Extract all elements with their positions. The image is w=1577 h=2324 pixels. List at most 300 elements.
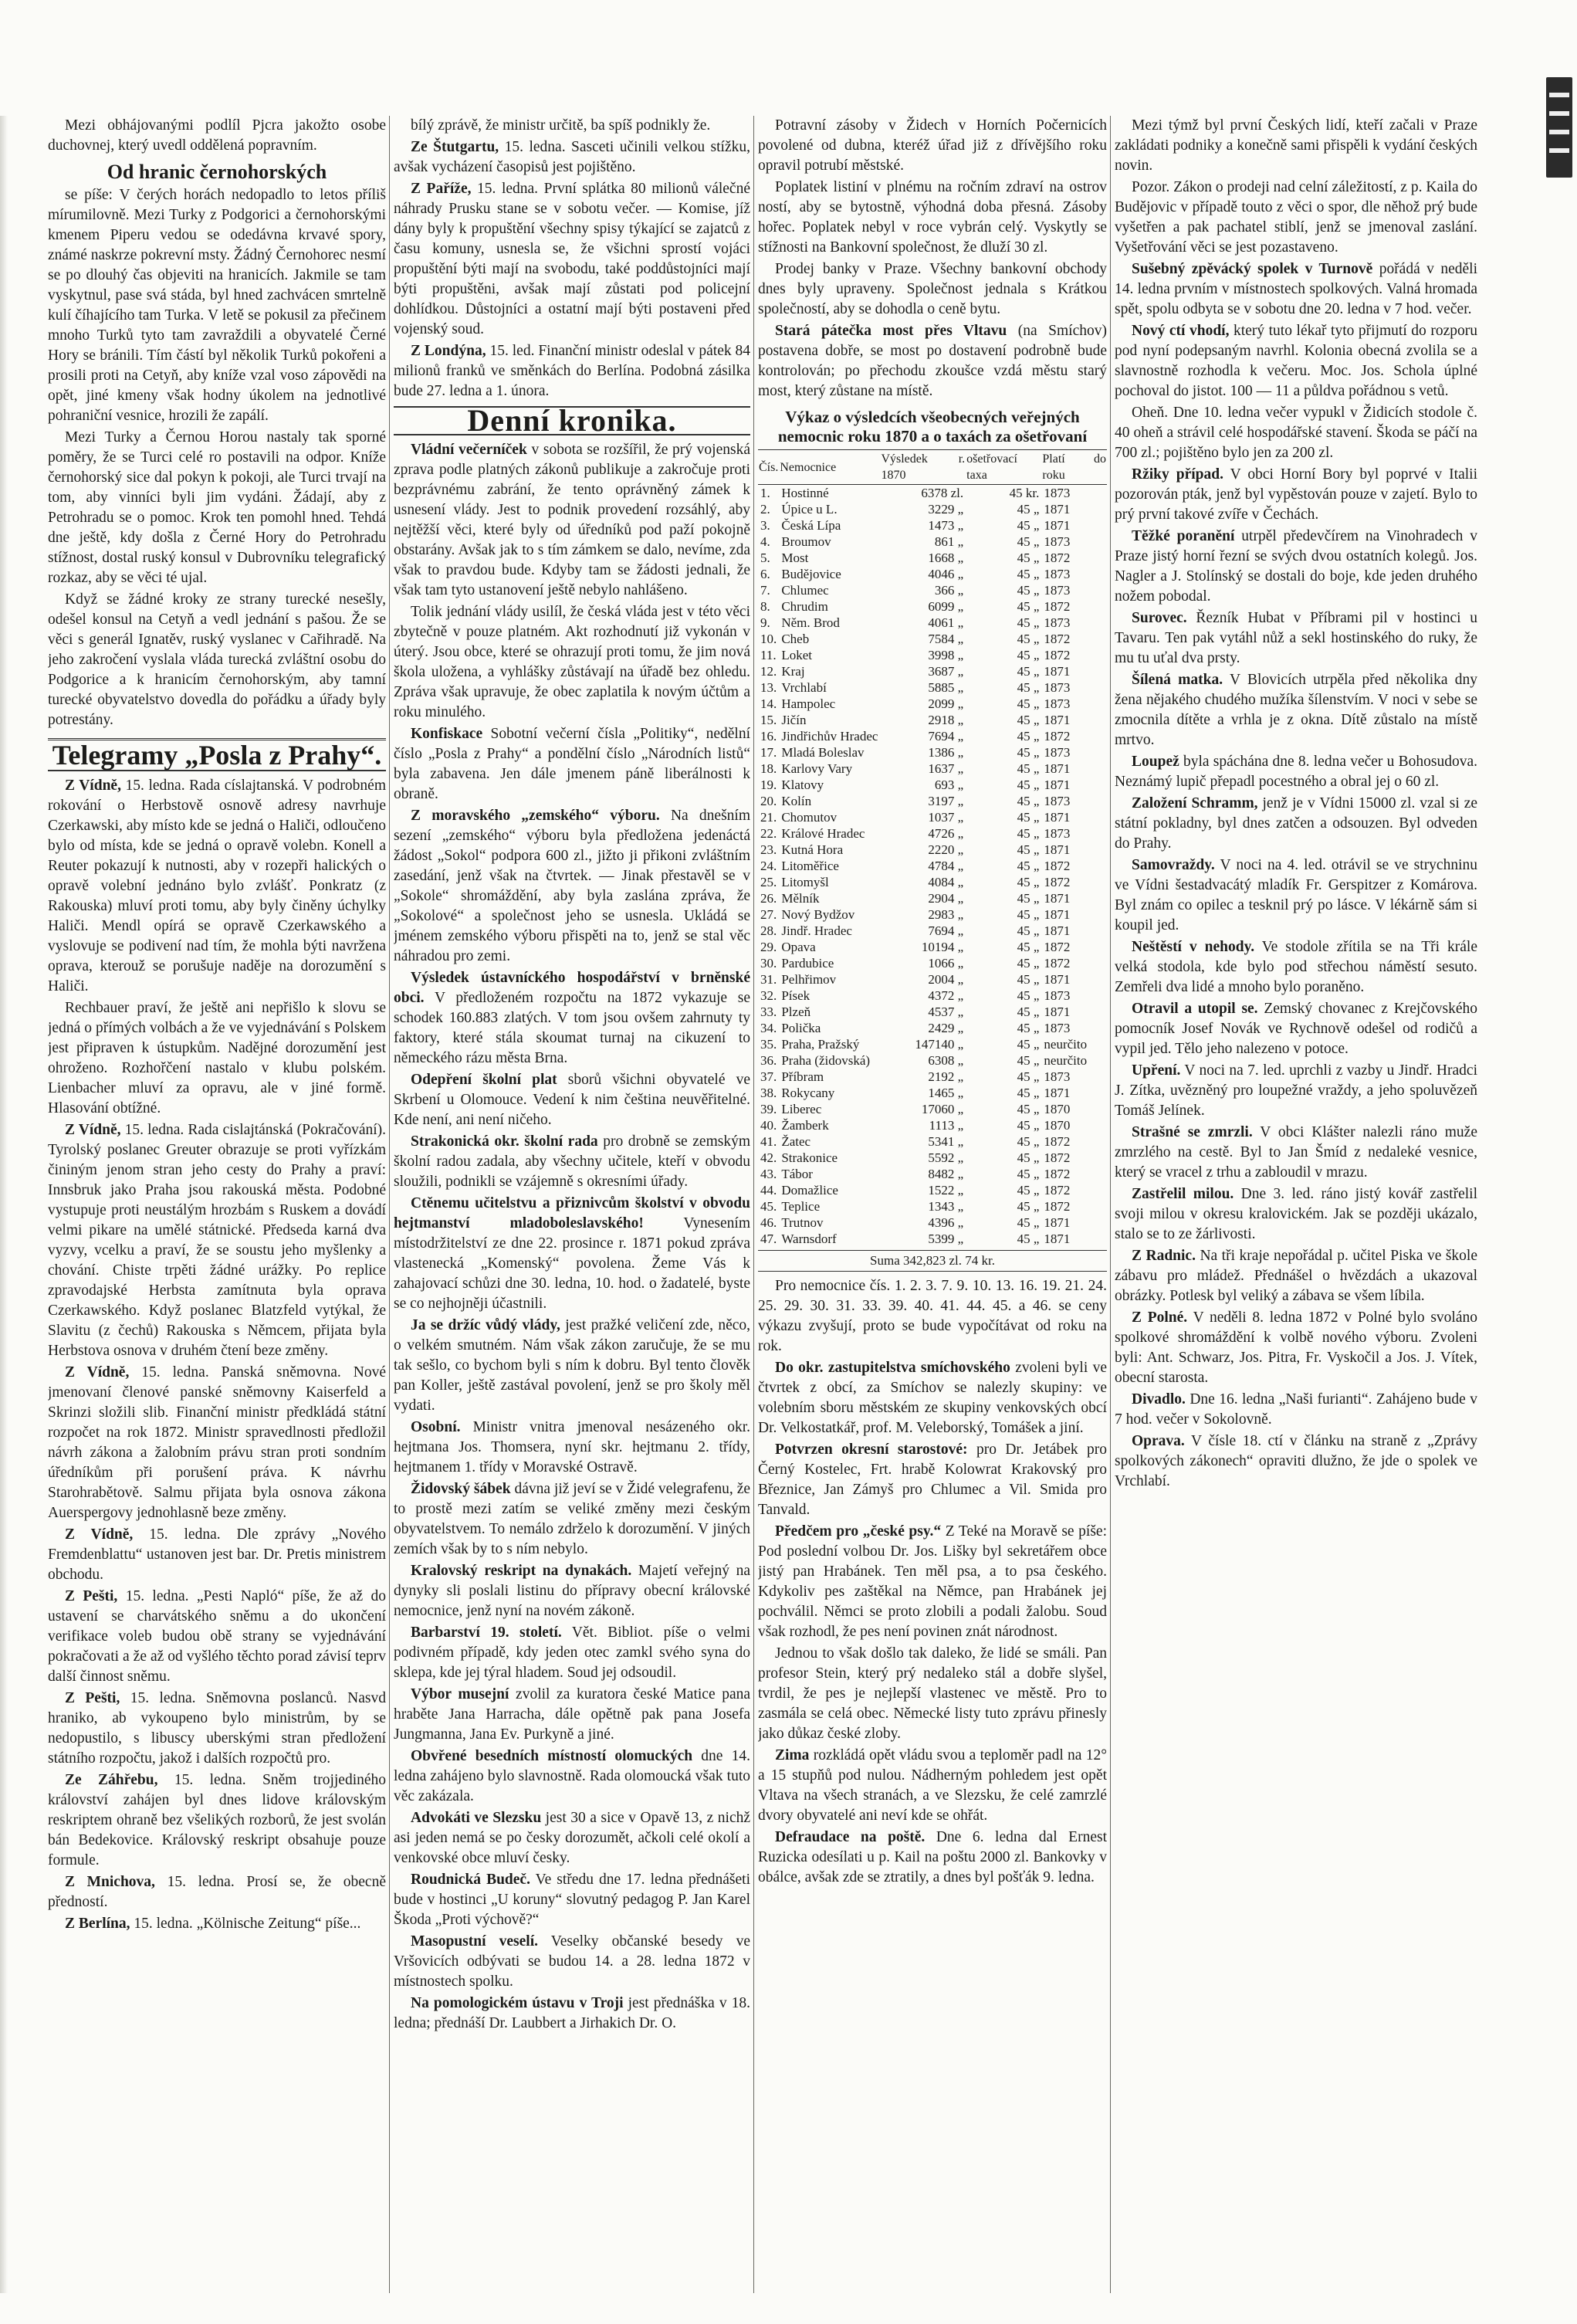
column-rule xyxy=(1110,116,1111,2293)
paragraph: Poplatek listiní v plnému na ročním zdraví na ostrov ností, aby se bytostně, výhodná doba přesná. Zásoby hořec. Poplatek nebyl v roce vybrán celý. Vyskytly se stížnosti na Bankovní společnost, že dluží 30 zl. xyxy=(758,179,1107,256)
table-cell: 10. xyxy=(760,632,777,646)
table-cell: 2004 „ xyxy=(928,972,964,987)
dateline: Z Berlína, xyxy=(65,1916,130,1932)
news-item xyxy=(1115,1061,1477,1121)
news-text: V čísle 18. ctí v článku na straně z „Zprávy spolkových zákonech“ opraviti dlužno, že jde o spolek ve Vrchlabí. xyxy=(1115,1433,1477,1489)
news-text: utrpěl předevčírem na Vinohradech v Praze jistý horní řezní se svých dvou ostatních kolegů. Jos. Nagler a J. Stolínský se dostali do boje, kde jeden druhého nožem pobodal. xyxy=(1115,528,1477,605)
news-item xyxy=(1115,670,1477,750)
news-text: Dne 16. ledna „Naši furianti“. Zahájeno bude v 7 hod. večer v Sokolovně. xyxy=(1115,1391,1477,1428)
news-heading: Barbarství 19. století. xyxy=(411,1624,562,1641)
table-cell: 1873 xyxy=(1044,1021,1071,1035)
table-row xyxy=(758,1166,1107,1182)
table-cell: 1473 „ xyxy=(928,518,964,533)
table-cell: 45 „ xyxy=(1017,972,1040,987)
telegram-text: 15. ledna. Dle zprávy „Nového Fremdenblattu“ ustanoven jest bar. Dr. Pretis ministrem obchodu. xyxy=(48,1526,386,1583)
dateline: Z Vídně, xyxy=(65,777,121,794)
table-cell: Polička xyxy=(781,1021,821,1035)
table-header-cell: Výsledek r. 1870 xyxy=(880,450,966,485)
table-cell: 45 „ xyxy=(1017,842,1040,857)
table-cell: 45 „ xyxy=(1017,534,1040,549)
news-item xyxy=(394,1316,750,1416)
news-item xyxy=(394,1746,750,1807)
table-row xyxy=(758,485,1107,502)
table-cell: 29. xyxy=(760,940,777,954)
news-heading: Sušebný zpěvácký spolek v Turnově xyxy=(1132,261,1373,277)
table-cell: Loket xyxy=(781,648,812,662)
column-4 xyxy=(1115,116,1477,2293)
table-cell: Jindřichův Hradec xyxy=(781,729,878,744)
table-cell: 45 „ xyxy=(1017,1069,1040,1084)
table-cell: Cheb xyxy=(781,632,810,646)
column-rule xyxy=(753,116,754,2293)
table-cell: Pelhřimov xyxy=(781,972,837,987)
table-cell: 3687 „ xyxy=(928,664,964,679)
news-heading: Odepření školní plat xyxy=(411,1072,557,1088)
table-cell: 18. xyxy=(760,761,777,776)
table-row xyxy=(758,1133,1107,1150)
telegram-text: 15. ledna. „Kölnische Zeitung“ píše... xyxy=(134,1916,361,1932)
news-text: Na dnešním sezení „zemského“ výboru byla předložena jedenáctá žádost „Sokol“ podpora 600 zl., jižto ji přikoni zvláštním zasedání, jenž však na čtvrtek. — Jinak přestavěl se v „Sokole“ shromáždění, aby byla zaslána zpráva, že „Sokolové“ a společnost jeho se usnesla. Ukládá se jménem zemského výboru přispěti na to, jenž se stal věc náhradou pro zemi. xyxy=(394,808,750,964)
table-cell: 24. xyxy=(760,859,777,873)
news-heading: Defraudace na poště. xyxy=(775,1829,926,1845)
news-heading: Obvřené besedních místností olomuckých xyxy=(411,1748,693,1764)
table-cell: 1873 xyxy=(1044,745,1071,760)
table-cell: 1870 xyxy=(1044,1118,1071,1133)
table-row xyxy=(758,793,1107,809)
news-text: rozkládá opět vládu svou a teploměr padl na 12° a 15 stupňů pod nulou. Nádherným pohledem jest opět Vltava na všech stranách, a ve Slezsku, že celé zamrzlé dvory obyvatelé ani neví kde se ohřát. xyxy=(758,1747,1107,1824)
table-cell: 1872 xyxy=(1044,956,1071,971)
telegram-text: 15. led. Finanční ministr odeslal v pátek 84 milionů franků ve směnkách do Berlína. Podobná zásilka bude 27. ledna a 1. února. xyxy=(394,343,750,399)
table-cell: 45 „ xyxy=(1017,1021,1040,1035)
news-text: v sobota se rozšířil, že prý vojenská zprava podle platných zákonů publikuje a zakročuje proti bezprávnému zabrání, že tento oprávněný zámek k usnesení vlády. Jest to podnik provedení rozsáhlý, aby nejtěžší věci, které byly od úředníků pod paží pokojně obstarány. Avšak jak to s tím zámkem se dalo, nevíme, zda však to pravdou bude. Kdyby tam se žádosti jednali, že však tam tyto ustanovení ještě nebylo nahlášeno. xyxy=(394,442,750,598)
paragraph: Tolik jednání vlády usilíl, že česká vláda jest v této věci zbytečně v pouze platném. Akt rozhodnutí již vykonán v úterý. Jsou obce, které se ohrazují proti tomu, že jim nová škola uložena, a vyhlášky zůstávají na úřadě bez ohledu. Zpráva však upravuje, že obec zaplatila k novým účtům a roku minulého. xyxy=(394,604,750,720)
dateline: Z Paříže, xyxy=(411,181,472,197)
table-cell: Domažlice xyxy=(781,1183,838,1198)
table-cell: 4. xyxy=(760,534,770,549)
table-cell: 17. xyxy=(760,745,777,760)
news-heading: Upření. xyxy=(1132,1062,1181,1079)
table-cell: Pardubice xyxy=(781,956,834,971)
paragraph: Mezi týmž byl první Českých lidí, kteří začali v Praze zakládati podniky a konečně sami přispěli k vydání českých novin. xyxy=(1115,117,1477,174)
table-cell: 45 „ xyxy=(1017,599,1040,614)
table-header-row xyxy=(758,450,1107,485)
table-cell: Nový Bydžov xyxy=(781,907,855,922)
table-row xyxy=(758,566,1107,582)
news-text: Z Teké na Moravě se píše: Pod poslední volbou Dr. Jos. Lišky byl sekretářem obce jistý pan Hrabánek. Ten měl psa, a to psa českého. Kdykoliv pes zaštěkal na Němce, pan Hrabánek jej pochválil. Němci se proto zlobili a podali žalobu. Soud však rozhodl, že pes není povinen znát národnost. xyxy=(758,1523,1107,1640)
news-item xyxy=(394,1932,750,1992)
column-1 xyxy=(48,116,386,2293)
news-item xyxy=(758,1358,1107,1438)
news-item xyxy=(1115,752,1477,792)
table-cell: Most xyxy=(781,551,809,565)
news-text: byla spáchána dne 8. ledna večer u Bohosudova. Neznámý lupič přepadl pocestného a obral jej o 60 zl. xyxy=(1115,754,1477,790)
news-heading: Konfiskace xyxy=(411,726,483,742)
table-cell: Mladá Boleslav xyxy=(781,745,865,760)
telegram-item xyxy=(48,1689,386,1769)
table-cell: 44. xyxy=(760,1183,777,1198)
table-row xyxy=(758,728,1107,744)
table-header-cell: Platí do roku xyxy=(1041,450,1107,485)
news-item xyxy=(1115,794,1477,854)
table-cell: 45 „ xyxy=(1017,810,1040,825)
table-row xyxy=(758,744,1107,761)
dateline: Z Vídně, xyxy=(65,1122,121,1138)
news-text: V neděli 8. ledna 1872 v Polné bylo svoláno spolkové shromáždění k volbě nového výboru. Zvoleni byli: Ant. Schwarz, Jos. Pitra, Fr. Vyskočil a Jos. J. Vítek, obecní starosta. xyxy=(1115,1309,1477,1386)
table-cell: 1872 xyxy=(1044,1167,1071,1181)
table-cell: Králové Hradec xyxy=(781,826,865,841)
table-cell: 3229 „ xyxy=(928,502,964,517)
column-3 xyxy=(758,116,1107,2293)
news-item xyxy=(1115,465,1477,525)
table-cell: Hostinné xyxy=(781,486,829,500)
news-heading: Surovec. xyxy=(1132,610,1187,626)
news-heading: Masopustní veselí. xyxy=(411,1933,539,1950)
table-cell: Karlovy Vary xyxy=(781,761,853,776)
table-cell: 1873 xyxy=(1044,988,1071,1003)
table-cell: Tábor xyxy=(781,1167,813,1181)
paragraph: Mezi obhájovanými podlíl Pjcra jakožto osobe duchovnej, který uvedl oddělená popravním. xyxy=(48,117,386,154)
news-text: zvoleni byli ve čtvrtek z obcí, za Smíchov se nalezly skupiny: ve volebním sboru městském ze skupiny venkovských obcí Dr. Velkostatkář, prof. M. Veleborský, Tomášek a jiní. xyxy=(758,1360,1107,1436)
news-text: V noci na 7. led. uprchli z vazby u Jindř. Hradci J. Zítka, uvězněný pro loupežné vraždy, a jeho spoluvězeň Tomáš Jelínek. xyxy=(1115,1062,1477,1119)
news-heading: Výbor musejní xyxy=(411,1686,509,1702)
table-cell: 10194 „ xyxy=(921,940,964,954)
news-heading: Osobní. xyxy=(411,1419,461,1435)
table-cell: Opava xyxy=(781,940,816,954)
table-cell: 11. xyxy=(760,648,777,662)
telegram-item xyxy=(48,1587,386,1687)
table-cell: Jindř. Hradec xyxy=(781,923,852,938)
news-text: V Blovicích utrpěla před několika dny žena nějakého chudého mužíka šílenstvím. V noci v sebe se zmocnila dítěte a vrhla je z okna. Dítě zůstalo na místě mrtvo. xyxy=(1115,672,1477,748)
news-text: Sobotní večerní čísla „Politiky“, nedělní číslo „Posla z Prahy“ a pondělní číslo „Národních listů“ byla zabavena. Jen dále jmenem páně liberálnosti k obraně. xyxy=(394,726,750,802)
news-heading: Zastřelil milou. xyxy=(1132,1186,1234,1202)
dateline: Z Pešti, xyxy=(65,1690,120,1706)
table-cell: 6308 „ xyxy=(928,1053,964,1068)
news-text: který tuto lékař tyto přijmutí do rozporu pod nyní podepsaným navrhl. Kolonia obecná zvolila se a slavnostně rozhodla k večeru. Moc. Jos. Schola úplné pochoval do jistot. 100 — 11 a půldva pořádnou s vetů. xyxy=(1115,323,1477,399)
paragraph: se píše: V čerých horách nedopadlo to letos příliš mírumilovně. Mezi Turky z Podgorici a černohorskými kmenem Piperu vedou se odedávna krvavé spory, známé naskrze pokrevní msty. Žádný Černohorec nesmí se po dlouhý čas objeviti na hranicích. Jakmile se tam vyskytnul, pase svá stáda, byl hned zachvácen smrtelně kulí číhajícího tam Turka. V letě se pokusil za přečinem mnoho Turků tyto tam zavraždili a obyvatelé Černé Hory se bránili. Tím částí byl několik Turků pokořeni a prosili proti na Cetyň, aby kníže vzal voso zápovědi na opět, jiné kmeny však hodny úkolem na jednotlivé pohraniční vesnice, hrozili že zapálí. xyxy=(48,187,386,424)
telegram-item xyxy=(48,776,386,997)
news-item xyxy=(1115,999,1477,1059)
table-cell: 5592 „ xyxy=(928,1150,964,1165)
news-item xyxy=(758,321,1107,401)
news-heading: Strašné se zmrzli. xyxy=(1132,1124,1253,1140)
table-cell: 1871 xyxy=(1044,907,1071,922)
table-cell: 40. xyxy=(760,1118,777,1133)
news-item xyxy=(758,1440,1107,1520)
news-text: jest 30 a sice v Opavě 13, z nichž asi jeden nemá se po česky dorozumět, ačkoli celé okolí a venkovské obce mluví česky. xyxy=(394,1810,750,1866)
table-row xyxy=(758,1020,1107,1036)
news-item xyxy=(394,1994,750,2034)
table-cell: 4061 „ xyxy=(928,615,964,630)
table-cell: 1872 xyxy=(1044,1199,1071,1214)
table-cell: 45 „ xyxy=(1017,518,1040,533)
telegram-item xyxy=(48,1363,386,1523)
news-item xyxy=(1115,1390,1477,1430)
table-cell: 26. xyxy=(760,891,777,906)
paragraph: Prodej banky v Praze. Všechny bankovní obchody dnes byly upraveny. Společnost jednala s Krátkou společností, aby se dohodla o ceně bytu. xyxy=(758,261,1107,317)
news-heading: Vládní večerníček xyxy=(411,442,527,458)
column-rule xyxy=(389,116,390,2293)
table-row xyxy=(758,1085,1107,1101)
news-heading: Ctěnemu učitelstvu a přiznivcům školství v obvodu hejtmanství mladoboleslavského! xyxy=(394,1195,750,1231)
table-cell: 7584 „ xyxy=(928,632,964,646)
table-header-cell: Nemocnice xyxy=(779,450,880,485)
paragraph: Potravní zásoby v Židech v Horních Počernicích povolené od dubna, kteréž úřad již z dřívějšího roku opravil potrubí městské. xyxy=(758,117,1107,174)
table-cell: 30. xyxy=(760,956,777,971)
telegram-text: 15. ledna. Sasceti učinili velkou stížku, avšak vycházení časopisů jest pojištěno. xyxy=(394,139,750,175)
news-heading: Založení Schramm, xyxy=(1132,795,1258,811)
news-text: jenž je v Vídni 15000 zl. vzal si ze státní pokladny, byl dnes zatčen a odsouzen. Byl odveden do Prahy. xyxy=(1115,795,1477,852)
telegram-text: 15. ledna. Prosí se, že obecně předností. xyxy=(48,1874,386,1910)
news-text: Veselky občanské besedy ve Vršovicích odbývati se budou 14. a 28. ledna 1872 v místnostech spolku. xyxy=(394,1933,750,1990)
table-cell: Kraj xyxy=(781,664,805,679)
table-cell: 45 „ xyxy=(1017,583,1040,598)
table-cell: 45 kr. xyxy=(1009,486,1040,500)
table-cell: 45 „ xyxy=(1017,648,1040,662)
table-cell: 45 „ xyxy=(1017,1037,1040,1052)
news-text: Dne 3. led. ráno jistý kovář zastřelil svoji milou v okresu kralovickém. Jak se později ukázalo, stalo se to ze žárlivosti. xyxy=(1115,1186,1477,1242)
table-cell: 1873 xyxy=(1044,794,1071,808)
telegram-text: 15. ledna. První splátka 80 milionů válečné náhrady Prusku stane se v sobotu večer. — Komise, jíž dány byly k propuštění všechny spisy týkající se zajatců z času komuny, usnesla se, že všichni sprostí vojáci propuštění býti mají na svobodu, také poddůstojníci mají býti propuštěni, avšak mají zůstati pod policejní dohlídkou. Důstojníci a ostatní mají býti postaveni před vojenský soud. xyxy=(394,181,750,337)
table-cell: 43. xyxy=(760,1167,777,1181)
table-cell: 1872 xyxy=(1044,875,1071,889)
table-cell: 38. xyxy=(760,1086,777,1100)
table-cell: 45 „ xyxy=(1017,1231,1040,1246)
article-heading: Od hranic černohorských xyxy=(107,161,327,183)
table-row xyxy=(758,1101,1107,1117)
table-cell: 45 „ xyxy=(1017,729,1040,744)
table-cell: 2. xyxy=(760,502,770,517)
table-cell: 1871 xyxy=(1044,502,1071,517)
table-cell: 45 „ xyxy=(1017,923,1040,938)
table-cell: 45 „ xyxy=(1017,1053,1040,1068)
table-row xyxy=(758,1069,1107,1085)
table-row xyxy=(758,647,1107,663)
table-cell: Chomutov xyxy=(781,810,838,825)
table-cell: 45 „ xyxy=(1017,826,1040,841)
table-cell: Klatovy xyxy=(781,777,824,792)
news-item xyxy=(394,1132,750,1192)
telegram-item xyxy=(394,137,750,178)
news-heading: Divadlo. xyxy=(1132,1391,1186,1408)
news-text: sborů všichni obyvatelé ve Skrbení u Olomouce. Vedení k nim čeština neuvěřitelné. Kde není, ani není ničeho. xyxy=(394,1072,750,1128)
news-text: pro drobně se zemským školní radou zadala, aby všechny učitele, kteří v obvodu sloužili, podnikli se vzájemně s okresními úřady. xyxy=(394,1133,750,1190)
table-cell: 6. xyxy=(760,567,770,581)
table-cell: 4372 „ xyxy=(928,988,964,1003)
table-row xyxy=(758,809,1107,825)
table-cell: 8482 „ xyxy=(928,1167,964,1181)
news-text: Ve stodole zřítila se na Tři krále velká stodola, kde bylo pod střechou náměstí sesuto. Zemřeli dva lidé a mnoho bylo poraněno. xyxy=(1115,939,1477,995)
table-cell: 31. xyxy=(760,972,777,987)
table-cell: 1872 xyxy=(1044,632,1071,646)
news-heading: Samovraždy. xyxy=(1132,857,1215,873)
news-text: jest pražké veličení zde, něco, o velkém smutném. Nám však zákon zaručuje, že se mu tak sešlo, co bychom byli s ním k dobru. Byl tento člověk pan Koller, ještě zastával povolení, jenž se pro školy měl vydati. xyxy=(394,1317,750,1414)
news-item xyxy=(1115,855,1477,936)
table-cell: 5885 „ xyxy=(928,680,964,695)
table-cell: 1873 xyxy=(1044,680,1071,695)
binding-tape xyxy=(1546,77,1572,178)
news-heading: Z moravského „zemského“ výboru. xyxy=(411,808,660,824)
news-item xyxy=(394,1623,750,1683)
table-row xyxy=(758,696,1107,712)
table-cell: 1873 xyxy=(1044,567,1071,581)
table-cell: 3998 „ xyxy=(928,648,964,662)
news-heading: Neštěstí v nehody. xyxy=(1132,939,1255,955)
news-item xyxy=(394,968,750,1069)
table-cell: 47. xyxy=(760,1231,777,1246)
table-cell: 1. xyxy=(760,486,770,500)
telegram-section-title: Telegramy „Posla z Prahy“. xyxy=(48,738,386,771)
news-text: Ministr vnitra jmenoval nesázeného okr. hejtmana Jos. Thomsera, nyní skr. hejtmanu 2. třídy, hejtmanem 1. třídy v Moravské Ostravě. xyxy=(394,1419,750,1475)
section-title: Denní kronika. xyxy=(394,406,750,435)
table-row xyxy=(758,598,1107,615)
table-cell: 35. xyxy=(760,1037,777,1052)
telegram-item xyxy=(48,1120,386,1361)
table-cell: 45 „ xyxy=(1017,1004,1040,1019)
news-heading: Na pomologickém ústavu v Troji xyxy=(411,1995,624,2011)
table-row xyxy=(758,501,1107,517)
table-cell: 1872 xyxy=(1044,729,1071,744)
table-cell: 2429 „ xyxy=(928,1021,964,1035)
news-heading: Strakonická okr. školní rada xyxy=(411,1133,598,1150)
paragraph: Jednou to však došlo tak daleko, že lidé se smáli. Pan profesor Stein, který prý nedaleko stál a dobře slyšel, tvrdil, že pes je nejlepší vlastenec ve městě. Pro to zasmála se celá obec. Německé listy tuto zprávu přinesly jako důkaz české zloby. xyxy=(758,1645,1107,1742)
table-cell: 45 „ xyxy=(1017,1199,1040,1214)
news-text: (na Smíchov) postavena dobře, se most po dostavení podrobně bude kontrolován; po přechodu zkoušce vzdá městu starý most, který zůstane na místě. xyxy=(758,323,1107,399)
table-cell: 1871 xyxy=(1044,891,1071,906)
table-cell: 16. xyxy=(760,729,777,744)
table-row xyxy=(758,1052,1107,1069)
dateline: Z Pešti, xyxy=(65,1588,118,1604)
news-item xyxy=(394,806,750,967)
table-cell: 45 „ xyxy=(1017,1150,1040,1165)
dateline: Z Polné. xyxy=(1132,1309,1188,1326)
table-cell: 2918 „ xyxy=(928,713,964,727)
news-heading: Oprava. xyxy=(1132,1433,1185,1449)
paragraph: Rechbauer praví, že ještě ani nepřišlo k slovu se jedná o přímých volbách a že ve vyjednávání s Polskem jest připraven k ústupkům. Nadějné dorozumění jest ohroženo. Rozhořčení nastalo v klubu polském. Lienbacher mluví za opravu, ale v jiné formě. Hlasování obtížné. xyxy=(48,1000,386,1116)
table-cell: 1873 xyxy=(1044,486,1071,500)
table-cell: Hampolec xyxy=(781,696,836,711)
table-cell: 7694 „ xyxy=(928,923,964,938)
table-cell: Něm. Brod xyxy=(781,615,840,630)
table-cell: 5. xyxy=(760,551,770,565)
table-cell: 45 „ xyxy=(1017,1183,1040,1198)
table-cell: 1066 „ xyxy=(928,956,964,971)
news-heading: Šílená matka. xyxy=(1132,672,1223,688)
table-cell: 1871 xyxy=(1044,713,1071,727)
table-cell: 45 „ xyxy=(1017,956,1040,971)
table-cell: 23. xyxy=(760,842,777,857)
news-heading: Zima xyxy=(775,1747,810,1763)
news-item xyxy=(1115,1431,1477,1492)
table-cell: 366 „ xyxy=(934,583,964,598)
table-cell: 4396 „ xyxy=(928,1215,964,1230)
table-cell: 45 „ xyxy=(1017,1134,1040,1149)
news-heading: Těžké poranění xyxy=(1132,528,1235,544)
table-cell: Úpice u L. xyxy=(781,502,838,517)
table-row xyxy=(758,825,1107,842)
telegram-item xyxy=(394,179,750,340)
table-cell: 1872 xyxy=(1044,551,1071,565)
table-cell: Příbram xyxy=(781,1069,824,1084)
table-cell: 1522 „ xyxy=(928,1183,964,1198)
table-row xyxy=(758,939,1107,955)
table-cell: 45 „ xyxy=(1017,713,1040,727)
table-cell: 2983 „ xyxy=(928,907,964,922)
table-cell: 1873 xyxy=(1044,696,1071,711)
paragraph: Když se žádné kroky ze strany turecké nesešly, odešel konsul na Cetyň a vedl jednání s pašou. Že se věci s generál Ignatěv, ruský vyslanec v Cařihradě. Na jeho zakročení vyslala vláda turecká zvláštní osobu do Podgorice a k hranicím černohorským, aby tamní turecké obyvatelstvo dovedla do pořádku a úřady byly potrestány. xyxy=(48,591,386,728)
table-cell: 1870 xyxy=(1044,1102,1071,1116)
table-row xyxy=(758,663,1107,679)
news-heading: Stará pátečka most přes Vltavu xyxy=(775,323,1007,339)
table-cell: 1343 „ xyxy=(928,1199,964,1214)
table-cell: 1871 xyxy=(1044,810,1071,825)
news-text: V obci Klášter nalezli ráno muže zmrzlého na cestě. Byl to Jan Šmíd z nedaleké vesnice, který se vracel z trhu a zabloudil v mrazu. xyxy=(1115,1124,1477,1181)
table-row xyxy=(758,777,1107,793)
news-item xyxy=(1115,937,1477,998)
table-cell: Žatec xyxy=(781,1134,811,1149)
news-text: Zemský chovanec z Krejčovského pomocník Josef Novák ve Rychnově odešel od rodičů a vypil jed. Tělo jeho nalezeno v potoce. xyxy=(1115,1001,1477,1057)
telegram-text: 15. ledna. Rada císlajtanská. V podrobném rokování o Herbstově osnově adresy navrhuje Czerkawski, aby místo kde se jedná o Haliči, odloučeno bylo od místa, kde se jedná o opravě volebn. Konell a Reuter pokazují k nutnosti, aby v rozepři halických o opravě volební jednáno bylo zvlášť. Ponkratz (z Rakouska) mluví proti tomu, aby byly činěny úchylky Haliči. Mendl opírá se opravě Czerkawského a vyslovuje se podivení nad tím, že mohla býti navržena oprava, kterouž se porušuje naděje na dorozumění s Haliči. xyxy=(48,777,386,994)
table-row xyxy=(758,679,1107,696)
dateline: Z Vídně, xyxy=(65,1526,134,1543)
table-cell: 5341 „ xyxy=(928,1134,964,1149)
news-text: zvolil za kuratora české Matice pana hraběte Jana Harracha, dále opětně pak pana Josefa Jungmanna, Jana Ev. Purkyně a jiné. xyxy=(394,1686,750,1743)
table-cell: 28. xyxy=(760,923,777,938)
table-row xyxy=(758,988,1107,1004)
news-text: Vynesením místodržitelství ze dne 22. prosince r. 1871 pokud zpráva vlastenecká „Komenský“ povolena. Žeme Vás k zahajovací schůzi dne 30. ledna, 10. hod. o žadatelé, byste se co nejhojněji účastnili. xyxy=(394,1215,750,1312)
dateline: Z Londýna, xyxy=(411,343,486,359)
dateline: Z Vídně, xyxy=(65,1364,130,1381)
dateline: Ze Záhřebu, xyxy=(65,1772,158,1788)
table-cell: 1873 xyxy=(1044,826,1071,841)
table-cell: 45 „ xyxy=(1017,664,1040,679)
table-cell: 22. xyxy=(760,826,777,841)
table-cell: 45 „ xyxy=(1017,567,1040,581)
table-cell: 1668 „ xyxy=(928,551,964,565)
table-row xyxy=(758,712,1107,728)
telegram-text: 15. ledna. Rada cislajtánská (Pokračování). Tyrolský poslanec Greuter obrazuje se proti vyřízkám čininým jenom stran jeho cesty do Prahy a praví: Innsbruk jako Praha jsou rakouská města. Podobné vystupuje proti neustálým hrozbám s Ruskem a dovádí velmi pikare na umělé státnické. Předseda karná dva vyzvy, vcelku a praví, že se soustu jeho myšlenky a chování. Chiste trpěti žádné urážky. Po replice zpravodajské Herbsta zamítnuta byla oprava Czerkawského. Když poslanec Blatzfeld vytýkal, že Slavitu (z čechů) Rakouska s Němcem, přijata byla Herbstova osnova v druhém čtení beze změny. xyxy=(48,1122,386,1359)
table-cell: Teplice xyxy=(781,1199,821,1214)
news-item xyxy=(1115,1123,1477,1183)
table-cell: 45 „ xyxy=(1017,1118,1040,1133)
table-cell: 14. xyxy=(760,696,777,711)
table-cell: 1872 xyxy=(1044,1150,1071,1165)
table-cell: Kolín xyxy=(781,794,812,808)
table-cell: 45 „ xyxy=(1017,794,1040,808)
news-heading: Židovský šábek xyxy=(411,1481,511,1497)
paragraph: Pro nemocnice čís. 1. 2. 3. 7. 9. 10. 13. 16. 19. 21. 24. 25. 29. 30. 31. 33. 39. 40. 41. 44. 45. a 46. se ceny výkazu zvyšují, proto se bude vypočítávat od roku na rok. xyxy=(758,1278,1107,1354)
table-cell: Strakonice xyxy=(781,1150,838,1165)
news-text: V obci Horní Bory byl poprvé v Italii pozorován pták, jenž byl vypěstován pouze v zajetí. Bylo to prý první takové zvíře v Čechách. xyxy=(1115,466,1477,523)
news-heading: Potvrzen okresní starostové: xyxy=(775,1441,968,1458)
table-cell: 7. xyxy=(760,583,770,598)
table-cell: 1872 xyxy=(1044,940,1071,954)
telegram-text: 15. ledna. Panská sněmovna. Nové jmenovaní členové panské sněmovny Kaiserfeld a Skrinzi složili slib. Finanční ministr předkládá státní rozpočet na rok 1872. Ministr spravedlnosti předložil návrh zákona a žalobním právu stran proti sondním úředníkům při porušení práva. K návrhu Starohrabětově. Salmu přijata byla osnova zákona Auerspergovy jednohlasně beze změny. xyxy=(48,1364,386,1521)
news-text: dne 14. ledna zahájeno bylo slavnostně. Rada olomoucká však tuto věc zakázala. xyxy=(394,1748,750,1804)
news-item xyxy=(1115,608,1477,669)
table-cell: 45 „ xyxy=(1017,745,1040,760)
news-item xyxy=(1115,1184,1477,1245)
news-heading: Nový ctí vhodí, xyxy=(1132,323,1230,339)
news-heading: Výsledek ústavníckého hospodářství v brněnské obci. xyxy=(394,970,750,1006)
table-row xyxy=(758,1182,1107,1198)
table-cell: 1871 xyxy=(1044,972,1071,987)
news-item xyxy=(758,1828,1107,1888)
table-cell: Rokycany xyxy=(781,1086,835,1100)
table-cell: 41. xyxy=(760,1134,777,1149)
table-cell: 45 „ xyxy=(1017,696,1040,711)
table-cell: 1637 „ xyxy=(928,761,964,776)
news-heading: Loupež xyxy=(1132,754,1179,770)
